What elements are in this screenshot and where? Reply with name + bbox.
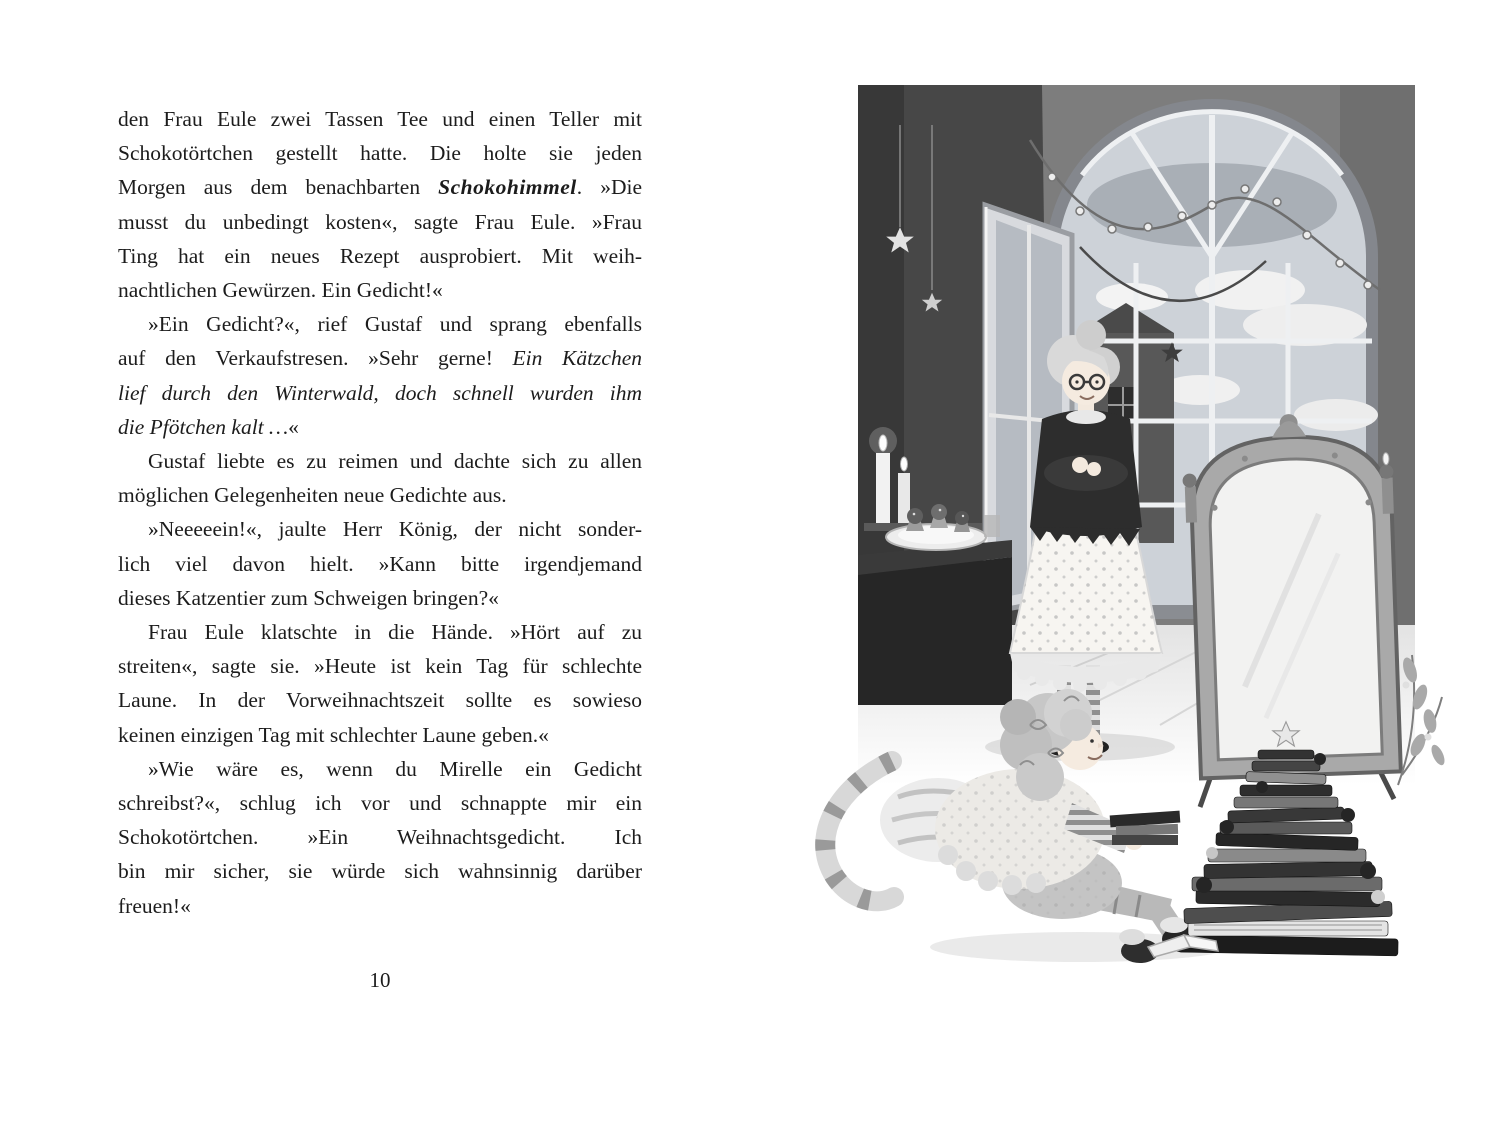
text-line — [118, 752, 642, 786]
italic-text: lief durch den Winterwald, doch schnell wurden ihm — [118, 380, 642, 405]
text-line — [118, 649, 642, 683]
paragraph — [118, 615, 642, 752]
body-text: »Wie wäre es, wenn du Mirelle ein Gedicht — [148, 756, 642, 781]
text-line — [118, 376, 642, 410]
body-text: dieses Katzentier zum Schweigen bringen?« — [118, 585, 499, 610]
body-text: Gustaf liebte es zu reimen und dachte sich zu allen — [148, 449, 642, 474]
paragraph — [118, 444, 642, 512]
body-text: Morgen aus dem benachbarten — [118, 175, 439, 200]
illustration — [780, 85, 1460, 970]
paragraph — [118, 307, 642, 444]
paragraph — [118, 512, 642, 615]
text-line — [118, 581, 642, 615]
text-line — [118, 170, 642, 204]
body-text: streiten«, sagte sie. »Heute ist kein Tag für schlechte — [118, 654, 642, 679]
body-text: »Neeeeein!«, jaulte Herr König, der nicht sonder- — [148, 517, 642, 542]
text-line — [118, 786, 642, 820]
text-line — [118, 205, 642, 239]
body-text: »Ein Gedicht?«, rief Gustaf und sprang ebenfalls — [148, 312, 642, 337]
text-line — [118, 889, 642, 923]
body-text: Laune. In der Vorweihnachtszeit sollte es sowieso — [118, 688, 642, 713]
text-line — [118, 547, 642, 581]
text-line — [118, 444, 642, 478]
body-text: Frau Eule klatschte in die Hände. »Hört auf zu — [148, 620, 642, 645]
text-column — [118, 102, 642, 923]
text-line — [118, 512, 642, 546]
body-text: schreibst?«, schlug ich vor und schnappte mir ein — [118, 791, 642, 816]
page-number: 10 — [369, 968, 391, 992]
body-text: auf den Verkaufstresen. »Sehr gerne! — [118, 346, 513, 371]
script-text: Schokohimmel — [438, 175, 577, 200]
body-text: den Frau Eule zwei Tassen Tee und einen Teller mit — [118, 107, 642, 131]
text-line — [118, 136, 642, 170]
text-line — [118, 615, 642, 649]
italic-text: Ein Kätzchen — [512, 346, 643, 371]
text-line — [118, 478, 642, 512]
body-text: freuen!« — [118, 893, 191, 918]
paragraph — [118, 752, 642, 923]
text-line — [118, 820, 642, 854]
body-text: musst du unbedingt kosten«, sagte Frau Eule. »Frau — [118, 209, 642, 234]
body-text: bin mir sicher, sie würde sich wahnsinnig darüber — [118, 859, 642, 884]
text-line — [118, 854, 642, 888]
text-line — [118, 718, 642, 752]
text-line — [118, 683, 642, 717]
body-text: Ting hat ein neues Rezept ausprobiert. Mit weih- — [118, 243, 642, 268]
body-text: keinen einzigen Tag mit schlechter Laune geben.« — [118, 722, 549, 747]
body-text: nachtlichen Gewürzen. Ein Gedicht!« — [118, 278, 443, 303]
body-text: möglichen Gelegenheiten neue Gedichte aus. — [118, 483, 507, 508]
text-line — [118, 341, 642, 375]
body-text: Schokotörtchen gestellt hatte. Die holte sie jeden — [118, 141, 642, 166]
italic-text: die Pfötchen kalt … — [118, 414, 289, 439]
text-line — [118, 273, 642, 307]
text-line — [118, 307, 642, 341]
body-text: Schokotörtchen. »Ein Weihnachtsgedicht. Ich — [118, 825, 642, 850]
text-line — [118, 102, 642, 136]
paragraph — [118, 102, 642, 307]
body-text: lich viel davon hielt. »Kann bitte irgendjemand — [118, 551, 642, 576]
illustration-svg — [780, 85, 1460, 970]
text-line — [118, 410, 642, 444]
text-line — [118, 239, 642, 273]
body-text: . »Die — [576, 175, 642, 200]
body-text: « — [288, 414, 299, 439]
